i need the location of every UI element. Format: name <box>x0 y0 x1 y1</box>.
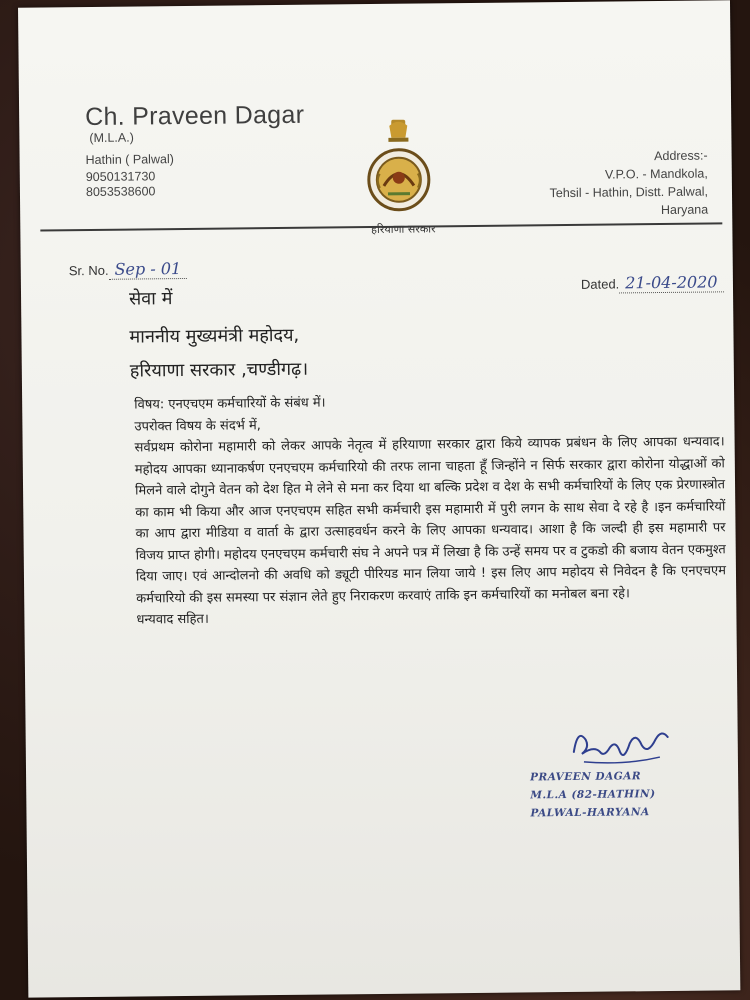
handwritten-signature <box>564 721 685 772</box>
serial-label: Sr. No. <box>68 262 109 279</box>
subject-line: विषय: एनएचएम कर्मचारियों के संबंध में। <box>134 395 326 413</box>
address-line-1: V.P.O. - Mandkola, <box>604 166 708 182</box>
reference-line: उपरोक्त विषय के संदर्भ में, <box>134 417 261 435</box>
closing-line: धन्यवाद सहित। <box>136 611 209 628</box>
signature-block <box>530 767 656 822</box>
letterhead-phone-2: 8053538600 <box>85 184 156 200</box>
letterhead-address <box>549 147 708 221</box>
letterhead-phone-1: 9050131730 <box>85 169 156 185</box>
address-line-2: Tehsil - Hathin, Distt. Palwal, <box>549 184 709 201</box>
body-paragraph: सर्वप्रथम कोरोना महामारी को लेकर आपके नेतृत्व में हरियाणा सरकार द्वारा किये व्यापक प्रबंधन के लिए आपका धन्यवाद।महोदय आपका ध्यानाकर्षण एनएचएम कर्मचारियो की तरफ लाना चाहता हूँ जिन्होंने न सिर्फ सरकार द्वारा कोरोना योद्धाओं को मिलने वाले दोगुने वेतन को देश हित मे लेने से मना कर दिया था बल्कि प्रदेश व देश के सभी कर्मचारियों के लिए एक प्रेरणास्त्रोत का काम भी किया और आज एनएचएम सहित सभी कर्मचारी इस महामारी में पुरी लगन के साथ सेवा दे रहे है ।इन कर्मचारियों का आप द्वारा मीडिया व वार्ता के द्वारा उत्साहवर्धन करने के लिए आपका धन्यवाद। आशा है कि जल्दी ही इस महामारी पर विजय प्राप्त होगी। महोदय एनएचएम कर्मचारी संघ ने अपने पत्र में लिखा है कि उन्हें समय पर व टुकडो की बजाय वेतन एकमुश्त दिया जाए। एवं आन्दोलनो की अवधि को ड्यूटी पीरियड मान लिया जाये ! इस लिए आप महोदय से निवेदन है कि एनएचएम कर्मचारियो की इस समस्या पर संज्ञान लेते हुए निराकरण करवाएं ताकि इन कर्मचारियों का मनोबल बना रहे। <box>134 434 727 607</box>
serial-value: Sep - 01 <box>108 259 187 280</box>
date-value: 21-04-2020 <box>619 272 723 293</box>
emblem-caption: हरियाणा सरकार <box>371 222 436 237</box>
letter-body <box>134 388 726 631</box>
address-line-3: Haryana <box>660 202 709 218</box>
letterhead-constituency: Hathin ( Palwal) <box>85 152 174 168</box>
date-label: Dated. <box>580 276 620 292</box>
serial-number <box>69 259 188 279</box>
recipient-line-3: हरियाणा सरकार ,चण्डीगढ़। <box>129 358 309 382</box>
address-label: Address:- <box>654 148 708 164</box>
haryana-emblem-icon <box>361 115 436 226</box>
recipient-line-1: सेवा में <box>128 288 173 310</box>
letterhead-designation: (M.L.A.) <box>89 130 134 145</box>
signatory-location: PALWAL-HARYANA <box>530 806 650 820</box>
date-field <box>581 272 724 292</box>
signatory-title: M.L.A (82-HATHIN) <box>530 788 656 802</box>
letter-page <box>18 0 740 997</box>
letterhead-name: Ch. Praveen Dagar <box>85 100 305 132</box>
recipient-line-2: माननीय मुख्यमंत्री महोदय, <box>129 324 300 348</box>
signatory-name: PRAVEEN DAGAR <box>530 770 642 784</box>
